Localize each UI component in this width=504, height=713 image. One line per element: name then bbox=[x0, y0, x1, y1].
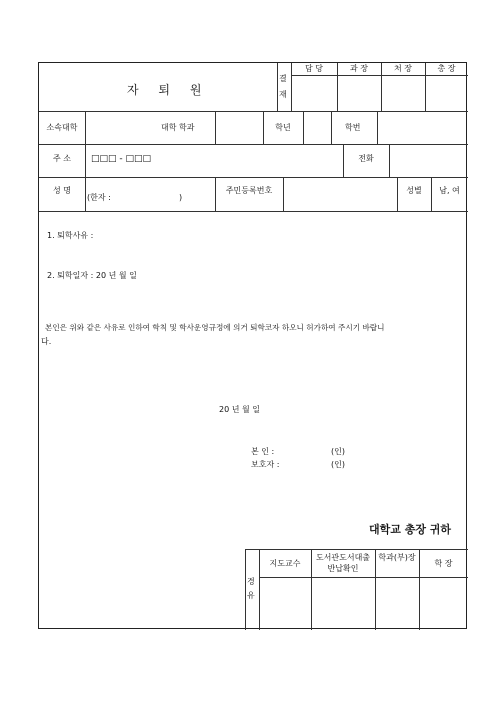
divider bbox=[39, 144, 468, 145]
divider bbox=[39, 177, 468, 178]
hanja-open: (한자 : bbox=[87, 193, 111, 202]
divider bbox=[377, 111, 378, 144]
statement-line-1: 본인은 위와 같은 사유로 인하여 학칙 및 학사운영규정에 의거 퇴학코자 하오니 허가하여 주시기 바랍니 bbox=[45, 323, 385, 332]
sex-value: 남, 여 bbox=[439, 186, 460, 195]
student-id-label: 학번 bbox=[345, 123, 361, 132]
address-label: 주 소 bbox=[53, 154, 71, 163]
approval-label: 결재 bbox=[279, 74, 287, 99]
applicant-seal: (인) bbox=[331, 447, 345, 456]
divider bbox=[215, 111, 216, 144]
approval-col-staff: 담 당 bbox=[305, 64, 323, 73]
divider bbox=[375, 549, 376, 630]
withdrawal-reason: 1. 퇴학사유 : bbox=[47, 231, 94, 240]
approval-col-manager: 과 장 bbox=[350, 64, 368, 73]
dept-label: 대학 학과 bbox=[161, 123, 195, 132]
applicant-label: 본 인 : bbox=[251, 447, 275, 456]
sex-label: 성별 bbox=[406, 186, 422, 195]
divider bbox=[311, 549, 312, 630]
routing-col-advisor: 지도교수 bbox=[269, 559, 301, 568]
affiliation-label: 소속대학 bbox=[46, 123, 78, 132]
grade-label: 학년 bbox=[275, 123, 291, 132]
hanja-close: ) bbox=[179, 193, 183, 202]
guardian-label: 보호자 : bbox=[251, 460, 280, 469]
divider bbox=[85, 111, 86, 211]
divider bbox=[389, 144, 390, 177]
divider bbox=[303, 111, 304, 144]
signature-date: 20 년 월 일 bbox=[219, 405, 260, 414]
withdrawal-date: 2. 퇴학일자 : 20 년 월 일 bbox=[47, 271, 137, 280]
divider bbox=[277, 63, 278, 111]
divider bbox=[283, 177, 284, 211]
postcode-boxes: □□□ - □□□ bbox=[91, 154, 151, 164]
name-label: 성 명 bbox=[53, 186, 71, 195]
divider bbox=[331, 111, 332, 144]
withdrawal-form bbox=[38, 62, 467, 629]
approval-col-director: 처 장 bbox=[394, 64, 412, 73]
approval-col-president: 총 장 bbox=[437, 64, 456, 73]
routing-col-dept-head: 학과(부)장 bbox=[378, 553, 416, 562]
divider bbox=[39, 111, 468, 112]
divider bbox=[259, 577, 468, 578]
phone-label: 전화 bbox=[358, 154, 374, 163]
divider bbox=[39, 211, 468, 212]
guardian-seal: (인) bbox=[331, 460, 345, 469]
routing-col-library: 도서관도서대출반납확인 bbox=[315, 553, 371, 573]
statement-line-2: 다. bbox=[41, 337, 52, 346]
divider bbox=[291, 75, 468, 76]
routing-label: 경유 bbox=[247, 577, 255, 600]
form-title: 자 퇴 원 bbox=[127, 83, 210, 97]
routing-col-dean: 학 장 bbox=[434, 559, 453, 568]
rrn-label: 주민등록번호 bbox=[225, 186, 273, 195]
addressee: 대학교 총장 귀하 bbox=[369, 523, 452, 536]
